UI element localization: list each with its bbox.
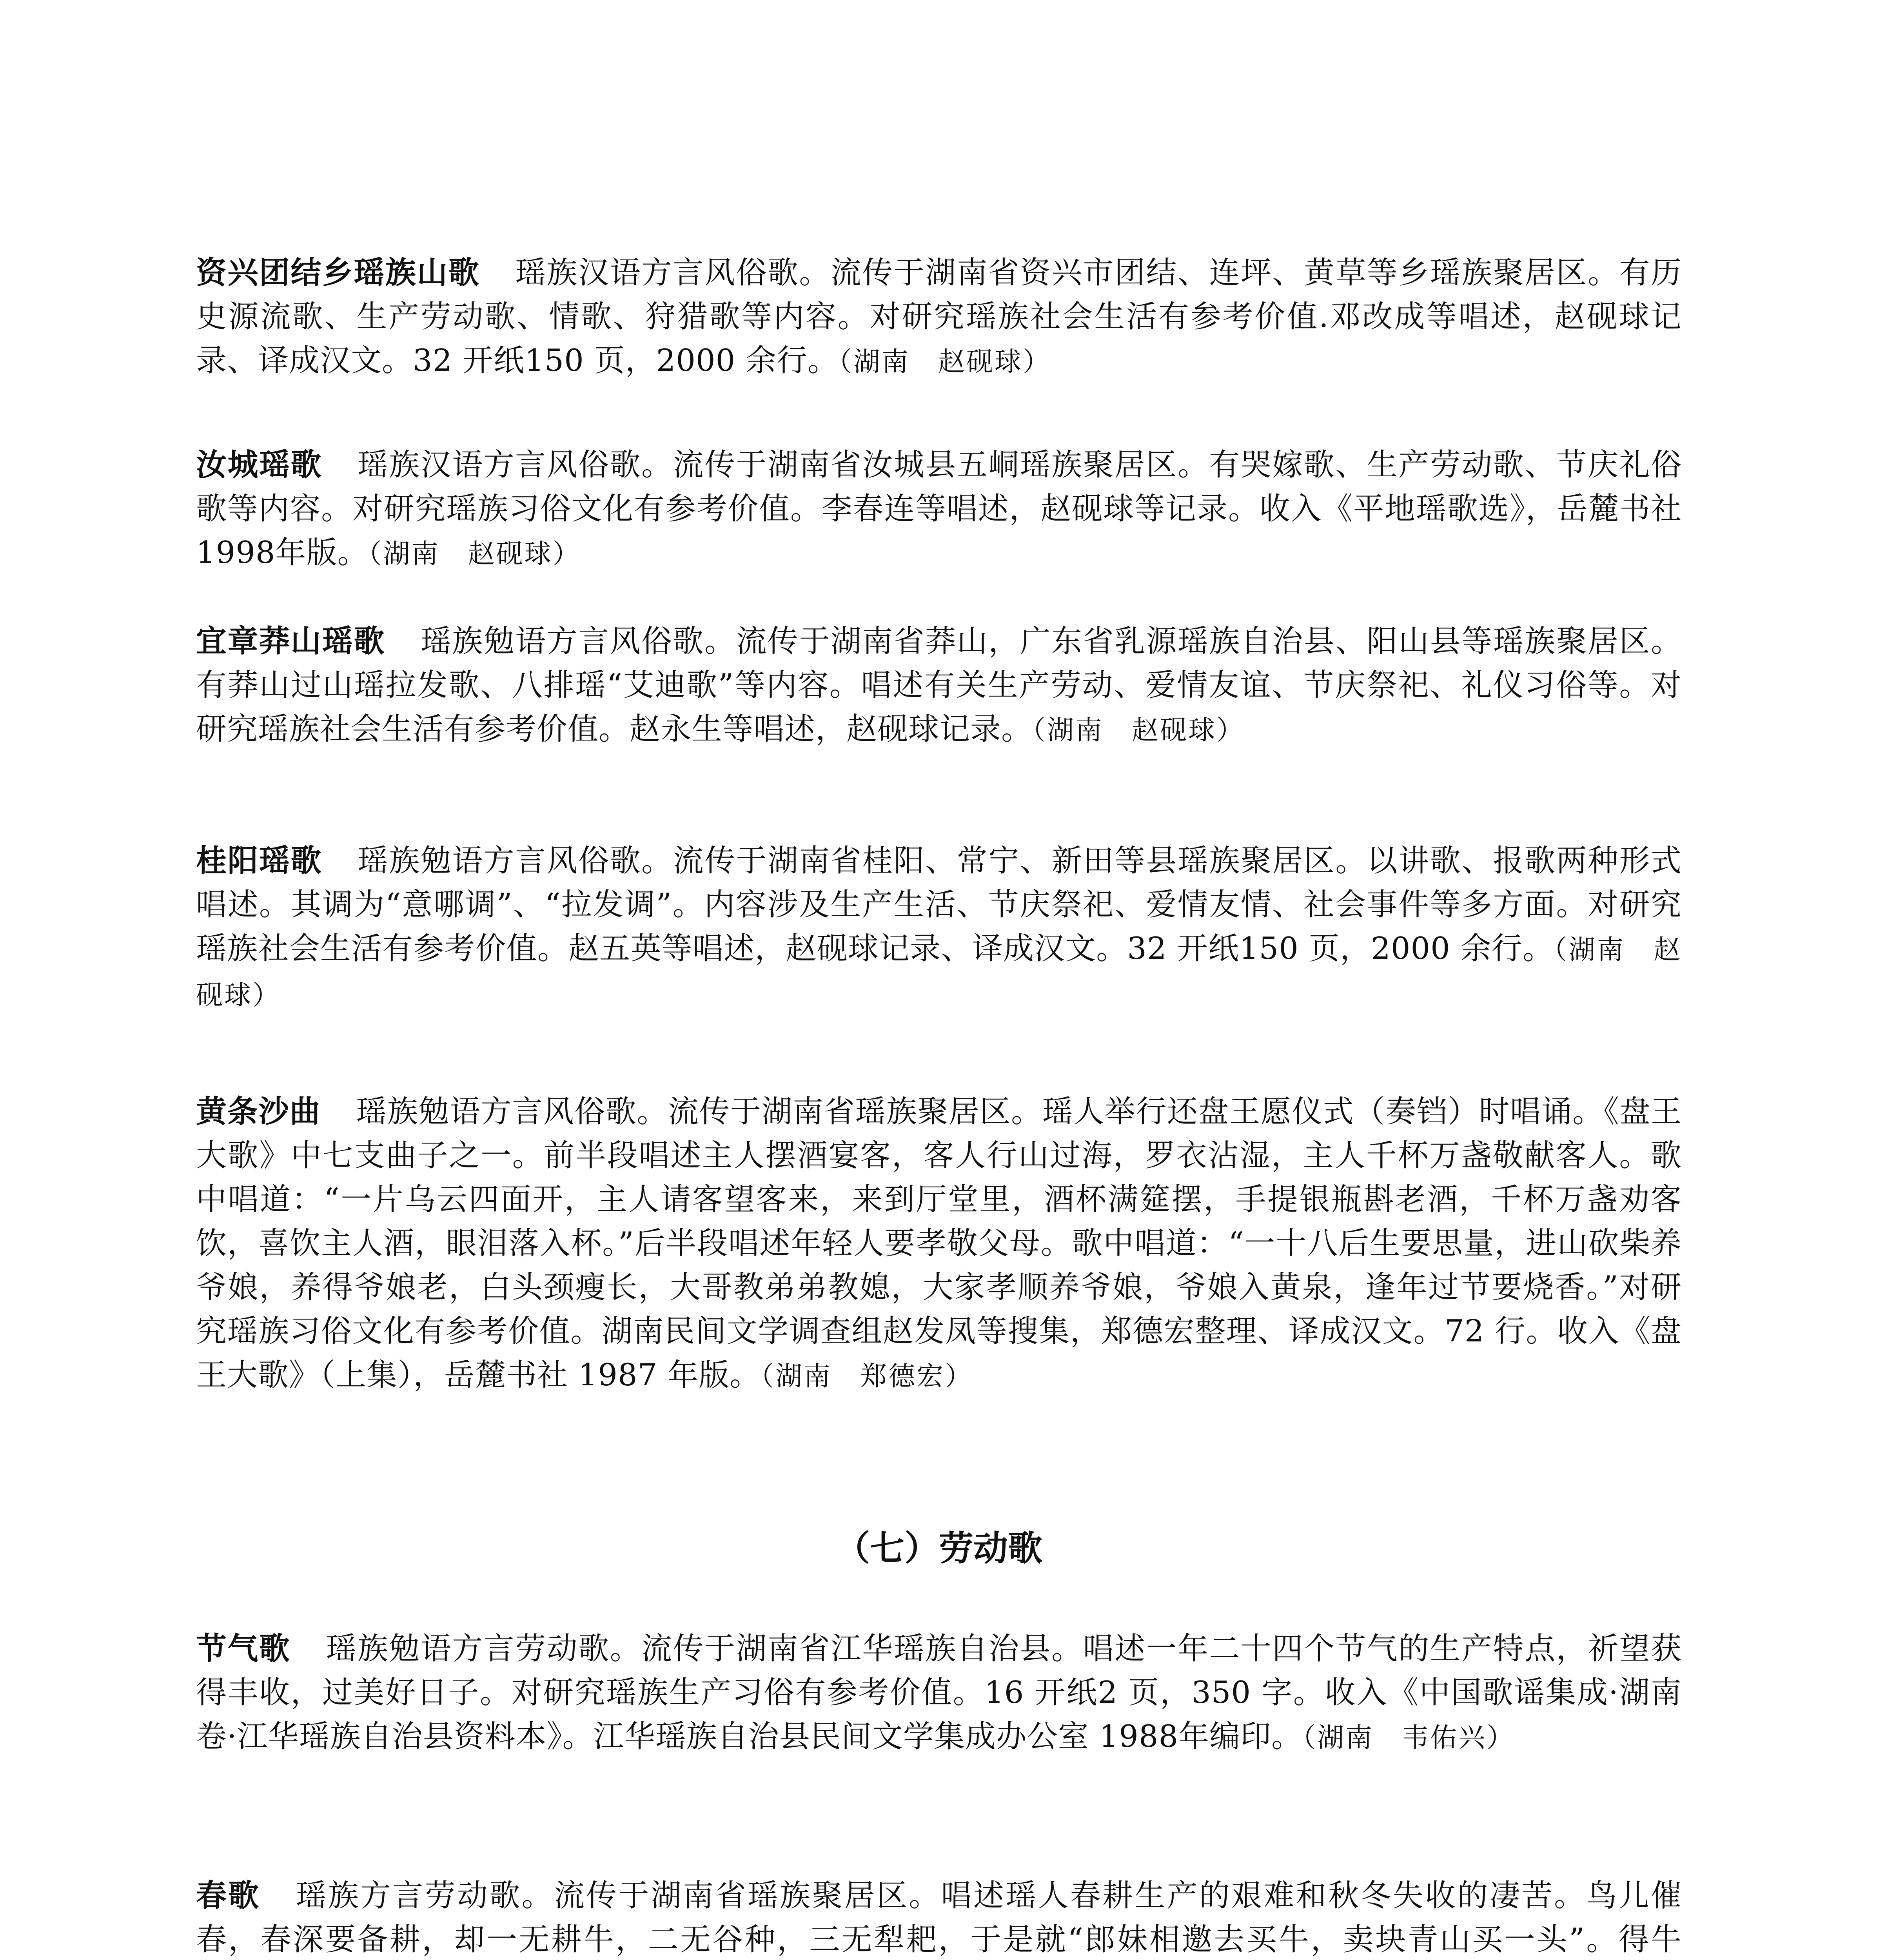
- entry-chun-ge: [196, 1874, 1682, 1960]
- section-heading-text: （七）劳动歌: [835, 1528, 1042, 1568]
- entry-jieqi-ge: [196, 1627, 1682, 1760]
- entry-credit: （湖南 赵砚球）: [839, 347, 1051, 377]
- entry-title: 节气歌: [196, 1631, 291, 1666]
- entry-huangtiao-shaqu: [196, 1090, 1682, 1399]
- entry-title: 汝城瑶歌: [196, 447, 322, 483]
- entry-rucheng: [196, 443, 1682, 576]
- entry-title: 桂阳瑶歌: [196, 843, 322, 878]
- entry-title: 春歌: [196, 1878, 261, 1913]
- entry-yizhang-mangshan: [196, 619, 1682, 753]
- entry-body: 瑶族汉语方言风俗歌。流传于湖南省汝城县五峒瑶族聚居区。有哭嫁歌、生产劳动歌、节庆礼俗歌等内容。对研究瑶族习俗文化有参考价值。李春连等唱述，赵砚球等记录。收入《平地瑶歌选》，岳麓书社 1998年版。: [196, 447, 1682, 570]
- entry-body: 瑶族勉语方言风俗歌。流传于湖南省瑶族聚居区。瑶人举行还盘王愿仪式（奏铛）时唱诵。《盘王大歌》中七支曲子之一。前半段唱述主人摆酒宴客，客人行山过海，罗衣沾湿，主人千杯万盏敬献客人。歌中唱道：“一片乌云四面开，主人请客望客来，来到厅堂里，酒杯满筵摆，手提银瓶斟老酒，千杯万盏劝客饮，喜饮主人酒，眼泪落入杯。”后半段唱述年轻人要孝敬父母。歌中唱道：“一十八后生要思量，进山砍柴养爷娘，养得爷娘老，白头颈瘦长，大哥教弟弟教媳，大家孝顺养爷娘，爷娘入黄泉，逢年过节要烧香。”对研究瑶族习俗文化有参考价值。湖南民间文学调查组赵发凤等搜集，郑德宏整理、译成汉文。72 行。收入《盘王大歌》（上集），岳麓书社 1987 年版。: [196, 1094, 1682, 1393]
- entry-body: 瑶族勉语方言风俗歌。流传于湖南省莽山，广东省乳源瑶族自治县、阳山县等瑶族聚居区。有莽山过山瑶拉发歌、八排瑶“艾迪歌”等内容。唱述有关生产劳动、爱情友谊、节庆祭祀、礼仪习俗等。对研究瑶族社会生活有参考价值。赵永生等唱述，赵砚球记录。: [196, 624, 1682, 747]
- entry-credit: （湖南 韦佑兴）: [1302, 1722, 1515, 1753]
- entry-body: 瑶族方言劳动歌。流传于湖南省瑶族聚居区。唱述瑶人春耕生产的艰难和秋冬失收的凄苦。鸟儿催春，春深要备耕，却一无耕牛，二无谷种，三无犁耙，于是就“郎妹相邀去买牛，卖块青山买一头”。得牛: [196, 1878, 1682, 1957]
- entry-zixing-tuanjie: [196, 251, 1682, 384]
- entry-credit: （湖南 赵砚球）: [368, 539, 581, 570]
- entry-title: 宜章莽山瑶歌: [196, 624, 385, 659]
- entry-credit: （湖南 赵砚球）: [1032, 715, 1245, 746]
- document-page: [196, 0, 1682, 1960]
- entry-credit: （湖南 郑德宏）: [761, 1361, 973, 1392]
- entry-body: 瑶族汉语方言风俗歌。流传于湖南省资兴市团结、连坪、黄草等乡瑶族聚居区。有历史源流歌、生产劳动歌、情歌、狩猎歌等内容。对研究瑶族社会生活有参考价值.邓改成等唱述，赵砚球记录、译成汉文。32 开纸150 页，2000 余行。: [196, 255, 1682, 378]
- entry-guiyang: [196, 839, 1682, 1018]
- section-heading-labor-songs: [196, 1525, 1682, 1572]
- entry-body: 瑶族勉语方言风俗歌。流传于湖南省桂阳、常宁、新田等县瑶族聚居区。以讲歌、报歌两种形式唱述。其调为“意哪调”、“拉发调”。内容涉及生产生活、节庆祭祀、爱情友情、社会事件等多方面。对研究瑶族社会生活有参考价值。赵五英等唱述，赵砚球记录、译成汉文。32 开纸150 页，2000 余行。: [196, 843, 1682, 966]
- entry-body: 瑶族勉语方言劳动歌。流传于湖南省江华瑶族自治县。唱述一年二十四个节气的生产特点，祈望获得丰收，过美好日子。对研究瑶族生产习俗有参考价值。16 开纸2 页，350 字。收入《中国歌谣集成·湖南卷·江华瑶族自治县资料本》。江华瑶族自治县民间文学集成办公室 1988年编印。: [196, 1631, 1682, 1754]
- entry-credit: （湖南 赵砚球）: [196, 935, 1682, 1011]
- entry-title: 黄条沙曲: [196, 1094, 321, 1129]
- entry-title: 资兴团结乡瑶族山歌: [196, 255, 480, 290]
